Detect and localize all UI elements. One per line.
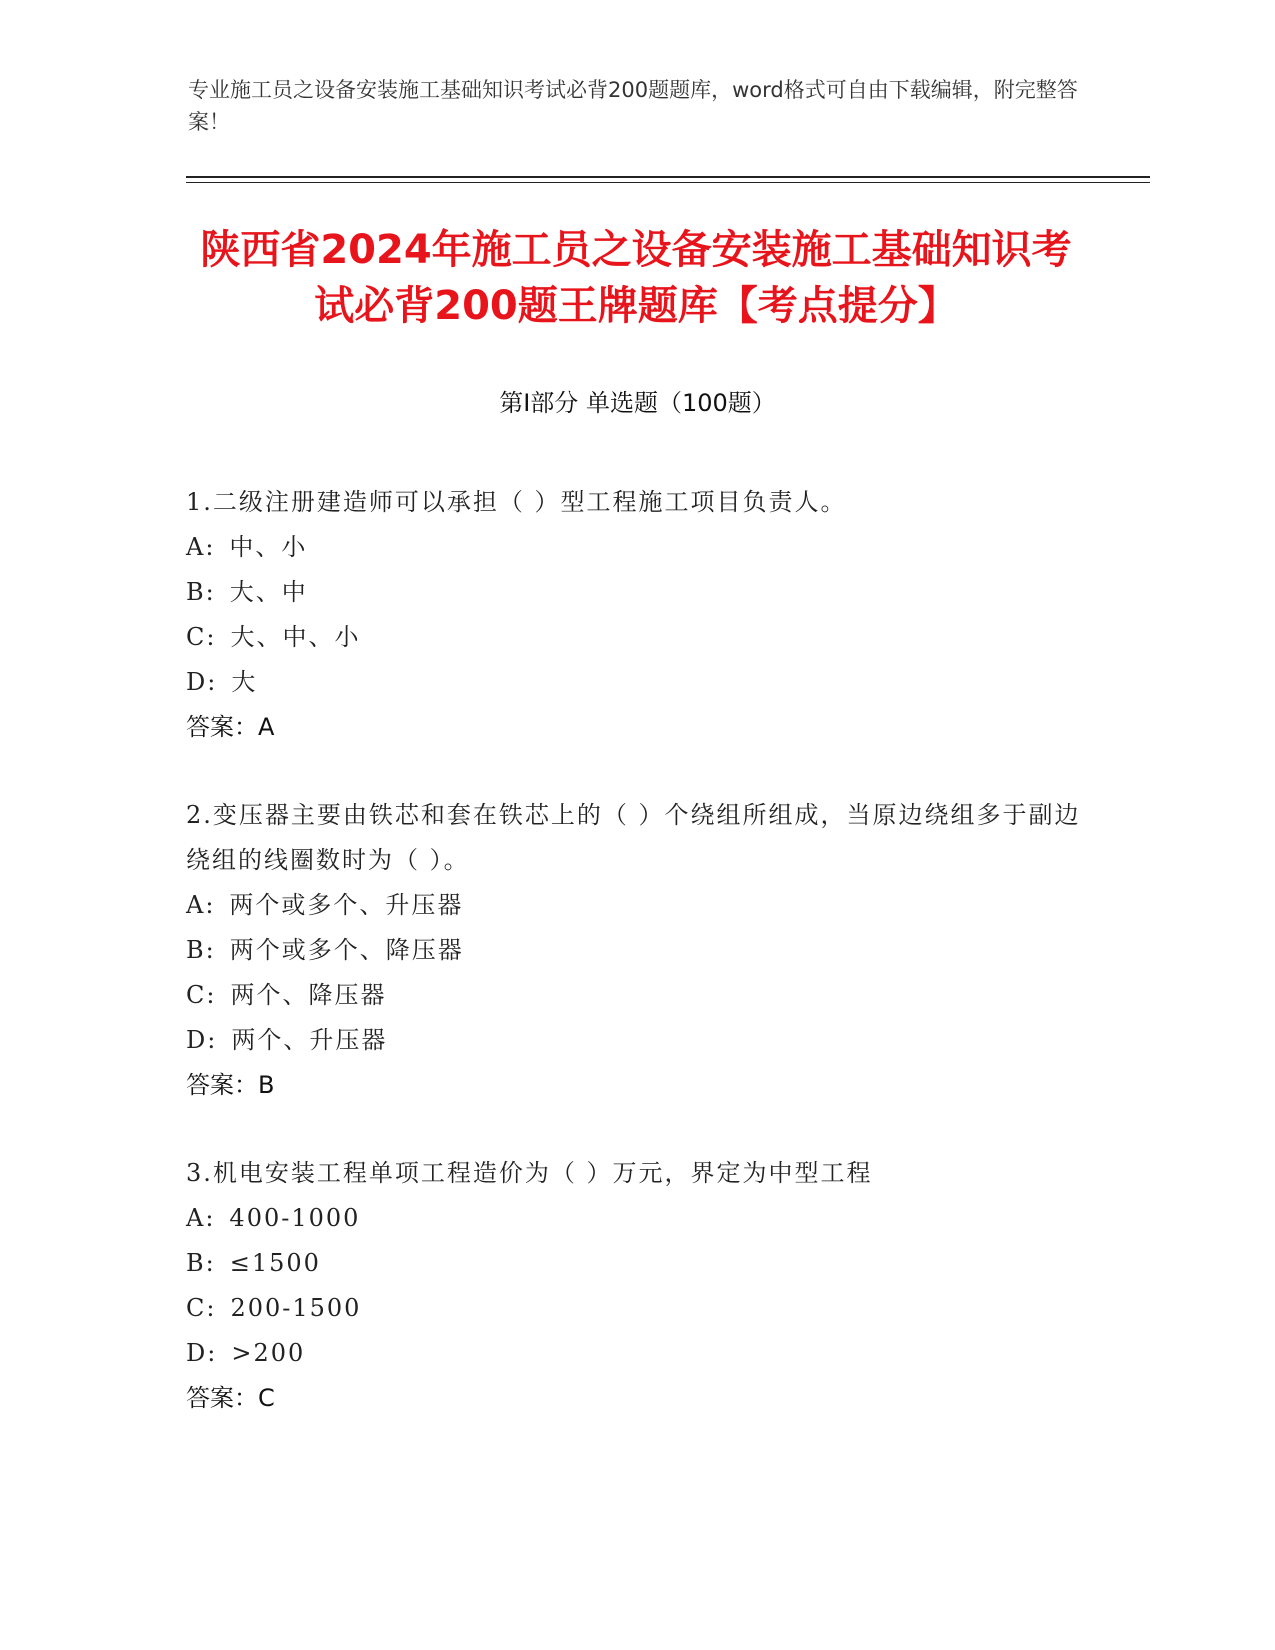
section-title: 第I部分 单选题（100题） <box>499 389 776 417</box>
option-key: A: <box>186 891 216 919</box>
option-text: 大、中、小 <box>230 623 361 651</box>
option-key: B: <box>186 578 216 606</box>
option-b <box>186 1241 1086 1286</box>
question-2 <box>186 793 1086 1108</box>
question-stem: 1.二级注册建造师可以承担（ ）型工程施工项目负责人。 <box>186 488 847 516</box>
option-key: B: <box>186 1249 216 1277</box>
answer-line <box>186 1063 1086 1108</box>
option-text: 200-1500 <box>230 1294 362 1322</box>
answer-value: A <box>258 713 275 741</box>
question-stem: 3.机电安装工程单项工程造价为（ ）万元，界定为中型工程 <box>186 1159 873 1187</box>
option-b <box>186 570 1086 615</box>
option-key: B: <box>186 936 216 964</box>
option-c <box>186 1286 1086 1331</box>
option-text: 两个或多个、升压器 <box>229 891 464 919</box>
answer-value: C <box>258 1384 275 1412</box>
option-key: D: <box>186 1026 218 1054</box>
question-1 <box>186 480 1086 750</box>
answer-label: 答案： <box>186 713 258 741</box>
option-text: 大、中 <box>229 578 308 606</box>
question-3 <box>186 1151 1086 1421</box>
option-key: D: <box>186 1339 218 1367</box>
option-a <box>186 525 1086 570</box>
option-text: 400-1000 <box>229 1204 361 1232</box>
option-text: 中、小 <box>229 533 308 561</box>
option-text: 大 <box>231 668 258 696</box>
option-key: A: <box>186 1204 216 1232</box>
option-text: 两个、降压器 <box>230 981 387 1009</box>
document-title: 陕西省2024年施工员之设备安装施工基础知识考试必背200题王牌题库【考点提分】 <box>200 227 1072 329</box>
option-key: D: <box>186 668 218 696</box>
option-text: >200 <box>231 1339 306 1367</box>
answer-line <box>186 705 1086 750</box>
header-note: 专业施工员之设备安装施工基础知识考试必背200题题库，word格式可自由下载编辑，附完整答案！ <box>188 78 1078 134</box>
option-c <box>186 973 1086 1018</box>
option-a <box>186 1196 1086 1241</box>
option-c <box>186 615 1086 660</box>
option-a <box>186 883 1086 928</box>
option-key: C: <box>186 623 217 651</box>
option-key: C: <box>186 981 217 1009</box>
question-list <box>186 480 1086 1464</box>
option-key: C: <box>186 1294 217 1322</box>
answer-label: 答案： <box>186 1071 258 1099</box>
answer-line <box>186 1376 1086 1421</box>
option-text: ≤1500 <box>229 1249 321 1277</box>
option-b <box>186 928 1086 973</box>
option-d <box>186 660 1086 705</box>
header-rule-thick <box>186 176 1150 178</box>
answer-value: B <box>258 1071 275 1099</box>
option-key: A: <box>186 533 216 561</box>
answer-label: 答案： <box>186 1384 258 1412</box>
option-d <box>186 1331 1086 1376</box>
option-text: 两个或多个、降压器 <box>229 936 464 964</box>
header-rule-thin <box>186 182 1150 183</box>
question-stem: 2.变压器主要由铁芯和套在铁芯上的（ ）个绕组所组成，当原边绕组多于副边绕组的线圈数时为（ ）。 <box>186 801 1081 874</box>
option-text: 两个、升压器 <box>231 1026 388 1054</box>
option-d <box>186 1018 1086 1063</box>
